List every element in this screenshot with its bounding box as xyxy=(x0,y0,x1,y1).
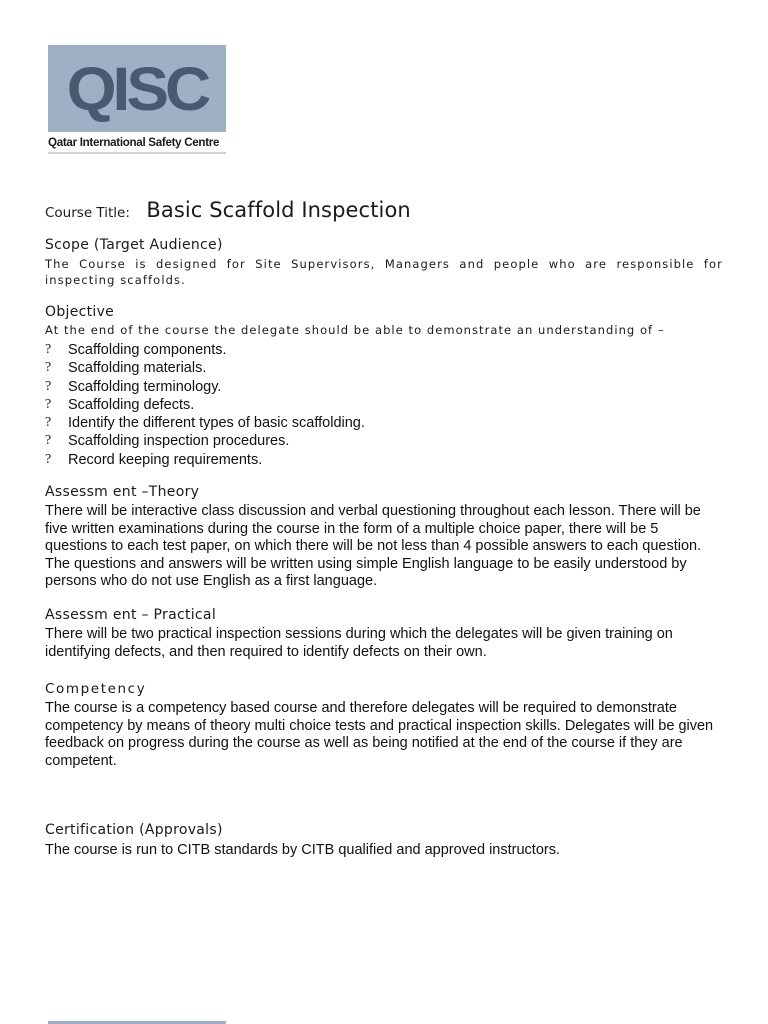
certification-text: The course is run to CITB standards by CITB qualified and approved instructors. xyxy=(45,842,560,858)
logo-divider xyxy=(48,152,226,154)
objective-list-item xyxy=(45,378,723,396)
bullet-icon: ? xyxy=(45,396,52,412)
bullet-icon: ? xyxy=(45,378,52,394)
competency-text: The course is a competency based course and therefore delegates will be required to demonstrate competency by means of theory multi choice tests and practical inspection skills. Delegates will be given feedback on progress during the course as well as being notified at the end of the course if they are competent. xyxy=(45,700,714,769)
objective-item-text: Record keeping requirements. xyxy=(68,451,263,468)
objective-item-text: Scaffolding defects. xyxy=(68,396,195,413)
assessment-practical-text: There will be two practical inspection sessions during which the delegates will be given training on identifying defects, and then required to identify defects on their own. xyxy=(45,626,673,660)
bullet-icon: ? xyxy=(45,433,52,449)
objective-list-item xyxy=(45,432,723,450)
competency-heading: Competency xyxy=(45,681,147,697)
logo-wordmark: QISC xyxy=(66,54,208,123)
objective-item-text: Scaffolding materials. xyxy=(68,360,207,377)
objective-list-item xyxy=(45,359,723,377)
objective-list-item xyxy=(45,396,723,414)
objective-intro: At the end of the course the delegate should be able to demonstrate an understanding of – xyxy=(45,323,665,337)
bullet-icon: ? xyxy=(45,360,52,376)
assessment-theory-heading: Assessm ent –Theory xyxy=(45,484,200,500)
logo-box xyxy=(48,45,226,132)
objective-list-item xyxy=(45,414,723,432)
objective-heading: Objective xyxy=(45,304,115,320)
bullet-icon: ? xyxy=(45,342,52,357)
assessment-practical-heading: Assessm ent – Practical xyxy=(45,607,217,623)
objective-list-item xyxy=(45,451,723,469)
objective-item-text: Scaffolding components. xyxy=(68,342,227,358)
scope-text: The Course is designed for Site Supervisors, Managers and people who are responsible for inspecting scaffolds. xyxy=(45,257,723,287)
bullet-icon: ? xyxy=(45,415,52,431)
objective-list-item xyxy=(45,341,723,359)
scope-heading: Scope (Target Audience) xyxy=(45,237,223,253)
objective-item-text: Identify the different types of basic scaffolding. xyxy=(68,415,365,432)
logo-caption: Qatar International Safety Centre xyxy=(48,136,220,149)
objective-item-text: Scaffolding inspection procedures. xyxy=(68,433,290,450)
assessment-theory-text: There will be interactive class discussion and verbal questioning throughout each lesson. There will be five written examinations during the course in the form of a multiple choice paper, there will be 5 questions to each test paper, on which there will be not less than 4 possible answers to each question. The questions and answers will be written using simple English language to be easily understood by persons who do not use English as a first language. xyxy=(45,503,702,589)
objective-item-text: Scaffolding terminology. xyxy=(68,378,222,395)
course-title: Basic Scaffold Inspection xyxy=(146,198,411,222)
qisc-logo xyxy=(46,45,226,159)
course-title-label: Course Title: xyxy=(45,205,130,221)
bullet-icon: ? xyxy=(45,451,52,467)
objective-list xyxy=(45,341,723,469)
certification-heading: Certification (Approvals) xyxy=(45,822,223,838)
course-title-row xyxy=(45,198,411,222)
